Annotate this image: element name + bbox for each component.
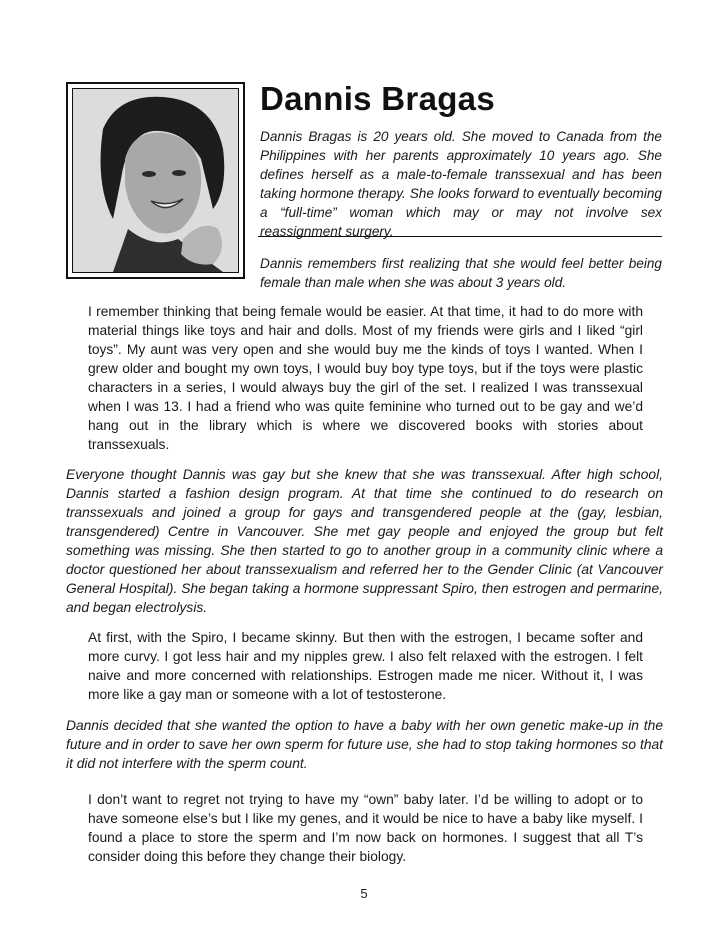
portrait-photo bbox=[72, 88, 239, 273]
narrative-paragraph-2: Dannis decided that she wanted the option to have a baby with her own genetic make-up in the future and in order to save her own sperm for future use, she had to stop taking hormones so that it did not interfere with the sperm count. bbox=[66, 718, 663, 771]
intro-paragraph: Dannis Bragas is 20 years old. She moved to Canada from the Philippines with her parents approximately 10 years ago. She defines herself as a male-to-female transsexual and has been taking hormone therapy. She looks forward to eventually becoming a “full-time” woman which may or may not involve sex reassignment surgery. bbox=[260, 129, 662, 239]
quote-paragraph-1: I remember thinking that being female would be easier. At that time, it had to do more with material things like toys and hair and dolls. Most of my friends were girls and I liked “girl toys”. My aunt was very open and she would buy me the kinds of toys I wanted. When I grew older and bought my own toys, I would buy boy type toys, but if the toys were plastic characters in a series, I would always buy the girl of the set. I realized I was transsexual when I was 13. I had a friend who was quite feminine who turned out to be gay and we’d hang out in the library which is where we discovered books with stories about transsexuals. bbox=[88, 304, 643, 452]
narrative-paragraph-1: Everyone thought Dannis was gay but she knew that she was transsexual. After high school, Dannis started a fashion design program. At that time she continued to do research on transsexuals and joined a group for gays and transgendered people at the (gay, lesbian, transgendered) Centre in Vancouver. She met gay people and enjoyed the group but felt something was missing. She then started to go to another group in a community clinic where a doctor questioned her about transsexualism and referred her to the Gender Clinic (at Vancouver General Hospital). She began taking a hormone suppressant Spiro, then estrogen and permarine, and began electrolysis. bbox=[66, 467, 663, 615]
quote-paragraph-2: At first, with the Spiro, I became skinny. But then with the estrogen, I became softer and more curvy. I got less hair and my nipples grew. I also felt relaxed with the estrogen. I felt naive and more concerned with relationships. Estrogen made me nicer. Without it, I was more like a gay man or someone with a lot of testosterone. bbox=[88, 630, 643, 702]
portrait-photo-frame bbox=[66, 82, 245, 279]
portrait-illustration bbox=[73, 89, 238, 272]
intro-paragraph-second: Dannis remembers first realizing that she would feel better being female than male when she was about 3 years old. bbox=[260, 256, 662, 290]
quote-paragraph-3: I don’t want to regret not trying to have my “own” baby later. I’d be willing to adopt or to have someone else’s but I like my genes, and it would be nice to have a baby like myself. I found a place to store the sperm and I’m now back on hormones. I suggest that all T’s consider doing this before they change their biology. bbox=[88, 792, 643, 864]
profile-name-heading: Dannis Bragas bbox=[260, 80, 495, 117]
page-number: 5 bbox=[360, 886, 368, 901]
divider-line bbox=[258, 236, 662, 237]
